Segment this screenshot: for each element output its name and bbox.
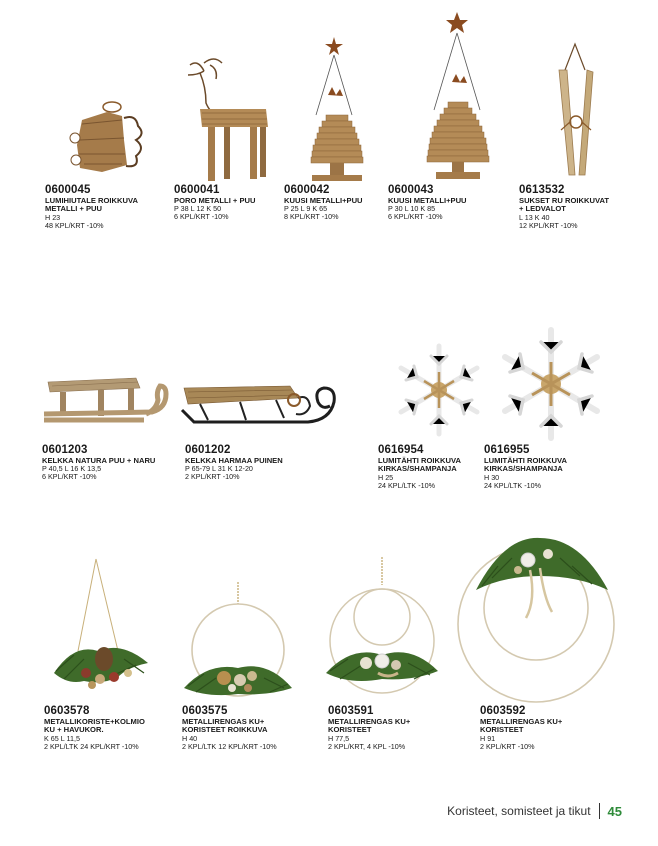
product-caption [388,184,508,222]
product-name: KELKKA NATURA PUU + NARU [42,455,156,465]
footer-divider [599,803,600,819]
product-card [374,340,484,500]
product-code: 0603592 [480,705,526,717]
product-caption [185,444,360,482]
wood-reindeer-icon [180,55,275,185]
product-caption [480,705,630,751]
page-footer [447,803,622,819]
wood-tree-small-icon [308,35,368,185]
product-caption [45,184,165,230]
product-name: LUMITÄHTI ROIKKUVA KIRKAS/SHAMPANJA [484,455,567,474]
product-code: 0600043 [388,184,434,196]
product-caption [484,444,609,490]
section-title: Koristeet, somisteet ja tikut [447,804,591,818]
product-spec: P 25 L 9 K 65 8 KPL/KRT -10% [284,204,339,222]
product-caption [42,444,182,482]
product-card [382,10,502,240]
wood-snowflake-hanger-icon [52,90,152,185]
product-name: LUMIHIUTALE ROIKKUVA METALLI + PUU [45,195,138,214]
product-code: 0616954 [378,444,424,456]
product-caption [174,184,284,222]
product-caption [378,444,488,490]
product-card [40,555,180,760]
product-spec: P 40,5 L 16 K 13,5 6 KPL/KRT -10% [42,464,102,482]
product-code: 0616955 [484,444,530,456]
product-spec: H 77,5 2 KPL/KRT, 4 KPL -10% [328,733,406,751]
product-name: KUUSI METALLI+PUU [388,195,467,205]
product-code: 0600042 [284,184,330,196]
product-code: 0603591 [328,705,374,717]
product-card [322,555,462,760]
snowflake-small-icon [394,340,484,440]
product-name: METALLIRENGAS KU+ KORISTEET [480,716,563,735]
product-code: 0600045 [45,184,91,196]
product-name: PORO METALLI + PUU [174,195,256,205]
product-spec: P 38 L 12 K 50 6 KPL/KRT -10% [174,204,229,222]
product-name: KUUSI METALLI+PUU [284,195,363,205]
product-card [178,370,358,500]
product-name: METALLIRENGAS KU+ KORISTEET ROIKKUVA [182,716,268,735]
product-code: 0603578 [44,705,90,717]
triangle-garland-icon [44,555,156,705]
product-card [278,30,378,240]
product-name: KELKKA HARMAA PUINEN [185,455,283,465]
product-code: 0600041 [174,184,220,196]
product-card [480,325,610,500]
product-code: 0601203 [42,444,88,456]
product-spec: H 40 2 KPL/LTK 12 KPL/KRT -10% [182,733,277,751]
metal-ring-wreath-icon [180,580,294,708]
product-caption [284,184,384,222]
wood-tree-large-icon [424,10,494,185]
wood-sled-icon [40,370,170,436]
product-card [36,370,176,500]
product-name: SUKSET RU ROIKKUVAT + LEDVALOT [519,195,610,214]
product-name: METALLIKORISTE+KOLMIO KU + HAVUKOR. [44,716,145,735]
product-spec: H 30 24 KPL/LTK -10% [484,472,541,490]
product-card [168,50,278,240]
product-spec: P 65-79 L 31 K 12-20 2 KPL/KRT -10% [185,464,253,482]
product-spec: L 13 K 40 12 KPL/KRT -10% [519,212,578,230]
product-card [178,580,318,760]
product-spec: H 91 2 KPL/KRT -10% [480,733,535,751]
grey-sled-icon [180,376,356,442]
product-code: 0613532 [519,184,565,196]
hanging-skis-icon [551,40,601,180]
product-caption [328,705,468,751]
product-code: 0603575 [182,705,228,717]
snowflake-large-icon [498,325,604,443]
product-name: METALLIRENGAS KU+ KORISTEET [328,716,411,735]
product-spec: K 65 L 11,5 2 KPL/LTK 24 KPL/KRT -10% [44,733,139,751]
product-spec: H 25 24 KPL/LTK -10% [378,472,435,490]
large-ring-wreath-icon [456,530,618,706]
product-code: 0601202 [185,444,231,456]
product-caption [519,184,634,230]
double-ring-wreath-icon [322,555,440,707]
product-caption [182,705,322,751]
product-card [513,40,633,240]
product-card [40,70,160,240]
product-spec: H 23 48 KPL/KRT -10% [45,212,104,230]
product-spec: P 30 L 10 K 85 6 KPL/KRT -10% [388,204,443,222]
page-number: 45 [607,803,622,819]
product-caption [44,705,184,751]
product-name: LUMITÄHTI ROIKKUVA KIRKAS/SHAMPANJA [378,455,461,474]
product-card [456,530,636,760]
